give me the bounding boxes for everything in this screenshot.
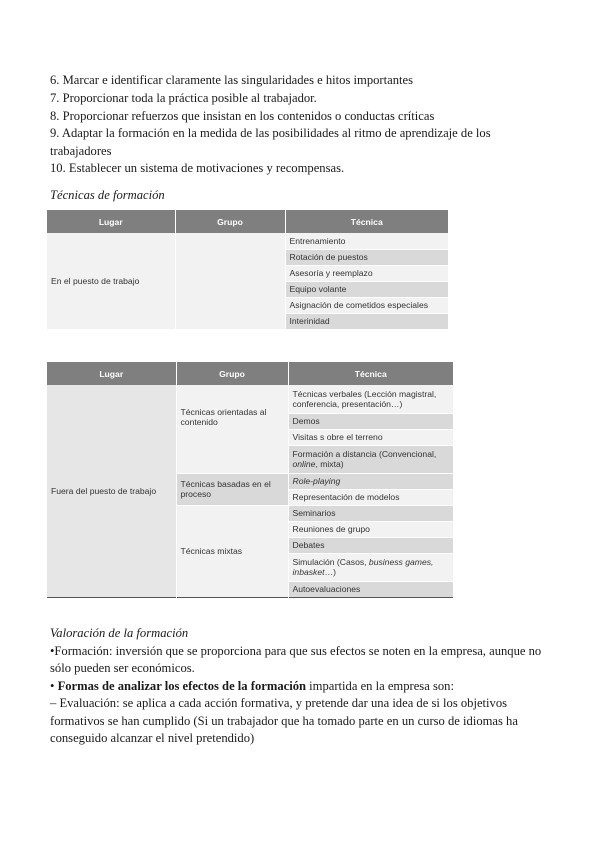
paragraph-text: impartida en la empresa son:	[306, 679, 454, 693]
header-tecnica: Técnica	[285, 210, 448, 233]
tecnica-label-italic: business games,	[368, 557, 434, 567]
tecnica-label: Simulación (Casos,	[292, 557, 369, 567]
tecnica-label: …)	[324, 567, 336, 577]
cell-grupo-contenido	[176, 385, 288, 473]
cell-grupo	[175, 233, 285, 329]
paragraph-line: sólo pueden ser económicos.	[50, 661, 195, 675]
techniques-table-on-job	[47, 210, 448, 329]
section-heading-valoracion: Valoración de la formación	[50, 626, 189, 640]
tecnica-label-italic: online	[292, 459, 316, 469]
bullet: •	[50, 679, 58, 693]
header-lugar: Lugar	[47, 362, 176, 385]
header-tecnica: Técnica	[288, 362, 453, 385]
tecnica-label: Técnicas verbales (Lección magistral,	[292, 388, 437, 399]
paragraph-line: – Evaluación: se aplica a cada acción formativa, y pretende dar una idea de si los objetivos	[50, 696, 508, 710]
header-grupo: Grupo	[176, 362, 288, 385]
paragraph-line: •Formación: inversión que se proporciona para que sus efectos se noten en la empresa, aunque no	[50, 644, 542, 658]
grupo-label: proceso	[180, 489, 212, 499]
cell-tecnica: Autoevaluaciones	[288, 581, 453, 597]
cell-tecnica	[288, 385, 453, 413]
paragraph-line: formativos se han cumplido (Si un trabajador que ha tomado parte en un curso de idiomas ha	[50, 714, 518, 728]
list-item-9: 9. Adaptar la formación en la medida de las posibilidades al ritmo de aprendizaje de los	[50, 126, 491, 140]
list-item-8: 8. Proporcionar refuerzos que insistan en los contenidos o conductas críticas	[50, 109, 435, 123]
header-grupo: Grupo	[175, 210, 285, 233]
cell-tecnica: Entrenamiento	[285, 233, 448, 249]
section-heading-tecnicas: Técnicas de formación	[50, 188, 165, 202]
cell-tecnica: Asesoría y reemplazo	[285, 265, 448, 281]
cell-tecnica	[288, 553, 453, 581]
cell-lugar: Fuera del puesto de trabajo	[47, 385, 176, 597]
tecnica-label-italic: inbasket	[292, 567, 325, 577]
table-header-row	[47, 362, 453, 385]
cell-grupo-mixtas: Técnicas mixtas	[176, 505, 288, 597]
tecnica-label: conferencia, presentación…)	[292, 398, 403, 409]
tecnica-label: , mixta)	[315, 459, 344, 469]
cell-tecnica: Representación de modelos	[288, 489, 453, 505]
paragraph-line: conseguido alcanzar el nivel pretendido)	[50, 731, 255, 745]
list-item-10: 10. Establecer un sistema de motivaciones y recompensas.	[50, 161, 345, 175]
cell-tecnica: Reuniones de grupo	[288, 521, 453, 537]
cell-tecnica: Debates	[288, 537, 453, 553]
cell-lugar: En el puesto de trabajo	[47, 233, 175, 329]
list-item-9-cont: trabajadores	[50, 144, 112, 158]
table-header-row	[47, 210, 448, 233]
cell-grupo-proceso	[176, 473, 288, 505]
list-item-7: 7. Proporcionar toda la práctica posible al trabajador.	[50, 91, 317, 105]
header-lugar: Lugar	[47, 210, 175, 233]
grupo-label: contenido	[180, 417, 218, 427]
cell-tecnica	[288, 445, 453, 473]
cell-tecnica: Equipo volante	[285, 281, 448, 297]
paragraph-line	[50, 677, 454, 695]
list-item-6: 6. Marcar e identificar claramente las singularidades e hitos importantes	[50, 73, 413, 87]
techniques-table-off-job	[47, 362, 453, 598]
grupo-label: Técnicas orientadas al	[180, 407, 267, 417]
grupo-label: Técnicas basadas en el	[180, 479, 271, 489]
cell-tecnica: Asignación de cometidos especiales	[285, 297, 448, 313]
tecnica-label: Formación a distancia (Convencional,	[292, 449, 437, 459]
cell-tecnica: Visitas s obre el terreno	[288, 429, 453, 445]
cell-tecnica: Role-playing	[288, 473, 453, 489]
cell-tecnica: Demos	[288, 413, 453, 429]
bold-phrase: Formas de analizar los efectos de la formación	[57, 679, 307, 693]
cell-tecnica: Rotación de puestos	[285, 249, 448, 265]
cell-tecnica: Interinidad	[285, 313, 448, 329]
cell-tecnica: Seminarios	[288, 505, 453, 521]
